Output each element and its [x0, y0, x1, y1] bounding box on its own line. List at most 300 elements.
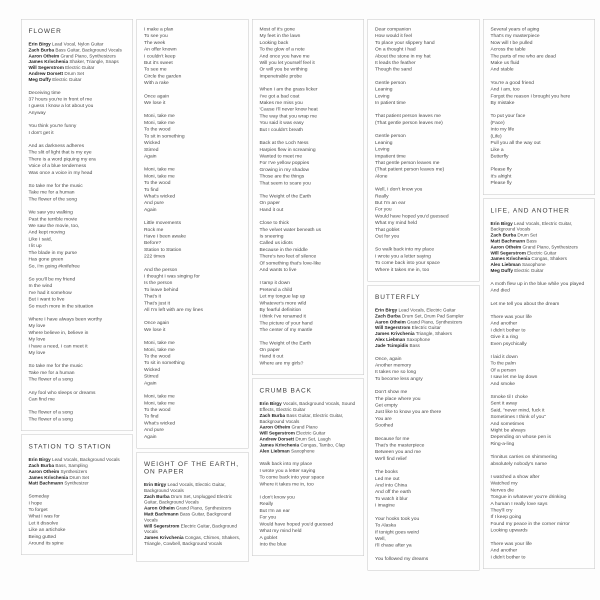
credit-role: Drum Set, Laugh — [295, 436, 331, 442]
lyric-line: An offer known — [144, 46, 177, 53]
lyric-line: To place your slippery hand — [375, 39, 435, 46]
lyric-line: There was your life — [490, 313, 532, 320]
lyric-line: Of something that's love-like — [259, 260, 321, 266]
credit-name: Alex Liebman — [375, 336, 406, 342]
credit-role: Lead Vocals, Electric Guitar — [398, 307, 456, 313]
song-box-crumb-back — [252, 379, 364, 557]
stanza — [491, 280, 589, 293]
stanza — [29, 89, 127, 116]
lyric-line: Like I said, — [28, 236, 52, 242]
lyric-line: A moth flew up in the blue while you played — [490, 280, 585, 287]
lyrics-continuation-box — [368, 19, 480, 282]
lyrics-continuation-box — [252, 19, 364, 375]
stanza — [260, 140, 358, 187]
lyric-line: Just like to know you are there — [375, 409, 442, 415]
credit-name: Zach Burba — [28, 47, 55, 53]
lyric-line: Has gone green — [28, 256, 64, 263]
stanza — [491, 79, 589, 106]
lyric-line: The week — [144, 39, 166, 46]
credit-name: Andrew Dorsett — [28, 70, 64, 76]
column-3 — [252, 19, 364, 556]
lyrics-continuation-box — [483, 19, 595, 195]
lyric-line: Because for me — [375, 435, 410, 442]
credit-role: Triangle, Shakers — [415, 331, 453, 337]
credit-role: Bass — [409, 342, 420, 348]
lyric-line: Dear companion — [375, 26, 411, 32]
credit-name: Zach Burba — [375, 313, 401, 319]
lyric-line: If I keep going — [490, 514, 522, 520]
lyric-line: What I was for — [28, 513, 60, 520]
lyric-line: Again — [144, 433, 157, 440]
lyric-line: And once you have me — [259, 53, 310, 59]
lyric-line: I wrote you a letter saying — [259, 467, 316, 474]
credit-name: Aaron Otheim — [259, 424, 291, 430]
credit-line — [260, 413, 358, 425]
credit-line — [491, 268, 589, 274]
lyric-line: So much more in the situation — [28, 303, 94, 309]
stanza — [491, 393, 589, 447]
lyric-line: Sometimes I think of you" — [490, 414, 546, 420]
credit-role: Electric Guitar — [296, 430, 326, 436]
credit-role: Electric Guitar — [411, 325, 441, 331]
lyric-line: Stirred — [144, 146, 159, 153]
lyric-line: That's the masterpiece — [375, 442, 425, 449]
lyric-line: And pure — [144, 427, 164, 433]
lyric-line: Soothed — [375, 422, 394, 429]
lyric-line: (That patient person leaves me) — [375, 166, 445, 173]
song-box-life-and-another — [483, 198, 595, 569]
lyric-line: Get empty — [375, 402, 398, 409]
credit-name: Will Segerstrom — [259, 430, 295, 436]
lyric-line: You think you're funny — [28, 123, 77, 129]
lyric-line: Please fly — [490, 166, 512, 173]
credit-name: Zach Burba — [28, 463, 55, 469]
lyric-line: I've had it somehow — [28, 289, 72, 296]
credit-role: Synthesizers — [60, 468, 88, 474]
lyric-line: I watched a show after — [490, 474, 540, 480]
lyric-line: Even psychically — [490, 340, 527, 347]
credit-role: Electric Guitar — [527, 250, 557, 256]
credit-role: Vocals, Background Vocals, Sound Effects, Electric Guitar — [259, 401, 356, 413]
lyric-line: We saw the movie, too, — [28, 223, 80, 229]
lyric-line: What's wicked — [144, 193, 176, 199]
lyric-line: The picture of your hand — [259, 320, 313, 326]
lyric-line: I've got a bad coat — [259, 93, 300, 99]
credit-name: Meg Duffy — [490, 267, 513, 273]
lyric-line: The flower of a song — [28, 416, 73, 422]
lyric-line: A goblet — [259, 534, 278, 541]
credit-name: James Krivchenia — [28, 59, 69, 65]
lyric-line: Was once a voice in my head — [28, 169, 93, 176]
stanza — [491, 113, 589, 160]
stanza — [29, 316, 127, 356]
credit-role: Electric Guitar, Background Vocals — [144, 523, 237, 535]
lyric-line: 222 times — [144, 253, 166, 260]
lyric-line: Past the terrible movie — [28, 216, 78, 222]
credit-name: Aaron Otheim — [490, 244, 522, 250]
lyric-line: For I've yellow poppies — [259, 160, 310, 166]
lyric-line: I didn't bother to — [490, 554, 526, 560]
lyric-line: So take me for the music — [28, 183, 83, 189]
lyric-line: The flower of a song — [28, 409, 73, 416]
lyric-line: To the wood — [144, 180, 171, 186]
stanza — [144, 220, 242, 260]
lyric-line: Well, — [375, 535, 386, 542]
lyric-line: A human I really love says — [490, 500, 548, 507]
credit-name: Aaron Otheim — [28, 468, 60, 474]
lyric-line: So, I'm going #knifefree — [28, 263, 80, 269]
credit-role: Drum Set — [69, 474, 89, 480]
lyric-line: Where it takes me in, too — [375, 266, 430, 273]
credit-name: Aaron Otheim — [28, 53, 60, 59]
lyric-line: Whatever's more wild — [259, 300, 307, 306]
stanza — [491, 540, 589, 560]
lyric-line: Of a person — [490, 367, 517, 373]
stanza — [491, 474, 589, 534]
lyric-line: I guess I know a lot about you — [28, 103, 94, 109]
credit-name: Will Segerstrom — [490, 250, 526, 256]
credit-name: Erin Birgy — [144, 481, 167, 487]
lyric-line: Moni, take me — [144, 393, 175, 400]
lyric-line: To the glow of a note — [259, 46, 305, 53]
stanza — [491, 166, 589, 186]
lyric-line: That patient person leaves me — [375, 113, 441, 119]
lyric-line: And wants to live — [259, 267, 297, 273]
lyric-line: Into my life — [490, 126, 515, 133]
lyric-line: And the person — [144, 266, 178, 273]
lyric-line: Loving — [375, 146, 390, 153]
lyric-line: Moni, take me — [144, 113, 175, 119]
lyric-line: It leads the feather — [375, 60, 416, 66]
lyric-line: Let it dissolve — [28, 520, 59, 526]
lyric-line: Pull you all the way out — [490, 140, 541, 146]
lyric-line: You are — [375, 415, 392, 422]
lyric-line: I didn't bother to — [490, 327, 526, 333]
lyric-line: Let my tongue lap up — [259, 293, 306, 300]
lyric-line: Moni, take me — [144, 119, 175, 126]
column-2 — [137, 19, 249, 562]
lyric-line: Watched my — [490, 480, 518, 487]
song-box-weight-of-the-earth-on-paper — [137, 452, 249, 562]
lyric-line: The Weight of the Earth — [259, 340, 312, 346]
stanza — [29, 276, 127, 310]
stanza — [29, 183, 127, 203]
lyric-line: That's just it — [144, 300, 170, 306]
credit-role: Congas, Shakers — [531, 256, 567, 262]
lyric-line: (That gentle person leaves me) — [375, 119, 443, 126]
stanza — [491, 454, 589, 467]
lyric-line: For you — [259, 514, 277, 521]
lyric-line: I tamp it down — [259, 280, 290, 286]
lyric-line: You followed my dreams — [375, 555, 429, 562]
lyric-line: I'll chase after ya — [375, 542, 412, 549]
lyric-line: Will you let yourself feel it — [259, 60, 315, 66]
song-title: WEIGHT OF THE EARTH, ON PAPER — [144, 459, 239, 475]
lyric-line: Stirred — [144, 373, 159, 380]
lyric-line: In patient time — [375, 100, 406, 106]
lyric-line: Like a — [490, 146, 504, 153]
lyric-line: Said, "never mind, fuck it — [490, 407, 545, 413]
lyric-line: Like an artichoke — [28, 527, 66, 533]
stanza — [260, 193, 358, 213]
lyric-line: To become less angry — [375, 375, 423, 382]
lyric-line: On paper — [259, 200, 280, 206]
credit-name: James Krivchenia — [144, 535, 184, 541]
stanza — [375, 246, 473, 273]
lyric-line: Where believe in, believe in — [28, 329, 89, 336]
lyric-line: And kept moving — [28, 229, 65, 236]
lyric-line: The slit of light that is my eye — [28, 149, 92, 156]
lyrics-continuation-box — [137, 19, 249, 448]
stanza — [375, 113, 473, 126]
lyric-line: The way that you wrap me — [259, 113, 317, 119]
lyric-line: I hope — [28, 500, 43, 506]
credit-name: James Krivchenia — [490, 256, 531, 262]
stanza — [260, 340, 358, 367]
stanza — [144, 266, 242, 313]
lyric-line: To the wood — [144, 406, 171, 413]
column-4 — [368, 19, 480, 571]
lyric-line: But I'm an ear — [259, 507, 290, 514]
lyric-line: Harpies flew in screaming — [259, 146, 316, 153]
lyric-line: About the stone in my hat — [375, 53, 431, 59]
lyric-line: To the palm — [490, 360, 516, 367]
lyric-line: Wicked — [144, 140, 161, 146]
credit-name: Alex Liebman — [490, 262, 521, 268]
credit-line — [144, 482, 242, 494]
credit-name: Jade Tcimpidis — [375, 342, 409, 348]
credit-role: Bass Guitar, Background Vocals — [144, 511, 232, 523]
credits-list — [144, 482, 242, 547]
lyric-line: I wrote you a letter saying — [375, 253, 431, 259]
credits-list — [375, 308, 473, 349]
lyric-line: To sit in something — [144, 133, 185, 139]
lyric-line: Ring-a-ling — [490, 440, 515, 447]
stanza — [29, 389, 127, 402]
lyric-line: So you'll be my friend — [28, 276, 76, 282]
lyric-line: It's alright — [490, 173, 512, 179]
lyric-line: Really — [259, 501, 274, 507]
lyric-line: I have a need, I can meet it — [28, 343, 88, 349]
lyric-line: Don't show me — [375, 389, 408, 395]
lyric-line: To come back into your space — [259, 474, 325, 481]
credit-role: Grand Piano, Synthesizers — [522, 244, 578, 250]
lyric-line: In the wind — [28, 283, 53, 289]
stanza — [375, 435, 473, 462]
lyric-line: Really — [375, 193, 389, 199]
lyric-line: But I couldn't breath — [259, 126, 303, 133]
lyric-line: Deceiving time — [28, 89, 61, 96]
lyric-line: Called us idiots — [259, 240, 293, 246]
lyric-line: What my mind held — [259, 528, 302, 534]
lyric-line: That gentle person leaves me — [375, 159, 440, 166]
column-5 — [483, 19, 595, 569]
lyric-line: To come back into your space — [375, 260, 440, 266]
stanza — [144, 340, 242, 387]
lyric-line: Take me for a human — [28, 369, 75, 376]
stanza — [260, 280, 358, 334]
credit-line — [491, 221, 589, 233]
lyric-line: There's two feet of silence — [259, 253, 317, 260]
lyric-line: So take me for the music — [28, 363, 83, 369]
lyric-line: Back at the Loch Ness — [259, 140, 309, 146]
lyric-line: The place where you — [375, 395, 421, 402]
lyric-line: The blade in my purse — [28, 249, 77, 256]
lyric-line: Circle the garden — [144, 73, 182, 79]
lyric-line: Moni, take me — [144, 400, 175, 406]
lyric-line: Make us fluid — [490, 60, 520, 66]
stanza — [375, 469, 473, 509]
lyric-line: Moni, take me — [144, 173, 175, 179]
lyric-line: I saw let me lay down — [490, 374, 538, 380]
credit-name: Matt Bachmann — [28, 480, 64, 486]
credit-role: Electric Guitar — [514, 267, 544, 273]
stanza — [260, 461, 358, 488]
lyric-line: To find — [144, 413, 159, 420]
credit-name: Will Segerstrom — [28, 65, 64, 71]
credit-line — [260, 448, 358, 454]
lyric-line: I don't know you — [259, 494, 295, 501]
song-title: LIFE, AND ANOTHER — [490, 206, 570, 214]
lyric-line: Smoke til I choke — [490, 393, 528, 400]
credit-name: Zach Burba — [259, 412, 286, 418]
credit-role: Bass — [526, 238, 537, 244]
lyric-line: When I am the grass licker — [259, 86, 318, 93]
lyric-line: Butterfly — [490, 153, 509, 159]
stanza — [260, 26, 358, 80]
lyric-line: Pretend a child — [259, 286, 293, 293]
lyric-line: That's my masterpiece — [490, 33, 540, 39]
lyric-line: We'll find relief — [375, 455, 407, 462]
lyric-line: To the wood — [144, 126, 171, 133]
credit-role: Grand Piano, Synthesizers — [407, 319, 463, 325]
credit-role: Saxophone — [291, 448, 315, 454]
lyric-line: To see you — [144, 33, 168, 39]
lyric-line: There is a word piquing my era — [28, 156, 96, 162]
lyric-line: 'Cause I'll never know heat — [259, 106, 318, 113]
stanza — [144, 166, 242, 213]
credit-role: Grand Piano — [291, 424, 318, 430]
lyric-line: On paper — [259, 347, 280, 353]
lyric-line: By fearful definition — [259, 307, 302, 313]
lyric-line: Moni, take me — [144, 340, 175, 346]
lyric-line: To watch it blur — [375, 495, 408, 502]
lyric-line: The books — [375, 469, 398, 475]
lyric-line: Anyway — [28, 109, 46, 116]
stanza — [29, 363, 127, 383]
lyric-line: My feet in the lawn — [259, 33, 301, 39]
stanza — [491, 26, 589, 73]
lyric-line: What's wicked — [144, 420, 176, 426]
lyric-line: Several years of aging — [490, 26, 540, 32]
lyric-line: Because in the middle — [259, 246, 308, 253]
lyric-line: Please fly — [490, 180, 512, 186]
lyric-line: If tonight goes weird — [375, 529, 419, 535]
stanza — [29, 409, 127, 422]
credit-name: James Krivchenia — [259, 442, 300, 448]
lyric-line: You're a good friend — [490, 79, 535, 86]
stanza — [29, 493, 127, 547]
credit-line — [29, 77, 127, 83]
credit-role: Saxophone — [406, 336, 431, 342]
lyric-line: Before? — [144, 240, 162, 246]
lyric-line: Across the table — [490, 46, 526, 53]
lyric-line: And smoke — [490, 380, 516, 387]
lyric-line: The flower of the song — [28, 196, 77, 202]
lyric-line: I couldn't keep — [144, 53, 176, 59]
lyric-line: Well, I don't know you — [375, 186, 423, 193]
lyric-line: It takes me so long — [375, 369, 417, 375]
lyric-line: To put your face — [490, 113, 526, 119]
lyric-line: Once again — [144, 93, 170, 99]
lyric-line: And died — [490, 287, 510, 294]
lyric-line: Where are my girls? — [259, 360, 304, 366]
lyric-line: I thought I was singing for — [144, 273, 200, 279]
lyric-line: By mistake — [490, 100, 515, 106]
stanza — [491, 300, 589, 307]
lyric-line: Nerves die — [490, 487, 514, 493]
lyric-line: There was your life — [490, 540, 532, 547]
lyric-line: To sit in something — [144, 360, 185, 366]
lyric-line: That seem to scare you — [259, 180, 311, 186]
lyric-line: I laid it down — [490, 353, 518, 360]
credit-name: Matt Bachmann — [144, 511, 179, 517]
credit-name: Matt Bachmann — [490, 238, 526, 244]
stanza — [29, 123, 127, 136]
credits-list — [491, 221, 589, 274]
lyric-line: Though the sand — [375, 66, 412, 73]
song-box-flower — [21, 19, 133, 431]
credit-role: Saxophone — [522, 262, 546, 268]
stanza — [375, 133, 473, 180]
lyric-line: And sometimes — [490, 420, 525, 427]
stanza — [491, 353, 589, 387]
lyric-line: How would it feel — [375, 33, 413, 39]
lyric-line: Is the person — [144, 280, 173, 286]
lyric-line: Might be always — [490, 427, 526, 434]
lyric-line: Let me tell you about the dream — [490, 300, 560, 307]
credit-role: Drum Set — [517, 232, 538, 238]
credit-line — [144, 535, 242, 547]
lyric-line: (Face) — [490, 119, 505, 126]
stanza — [260, 86, 358, 133]
lyric-line: Into the blue — [259, 541, 287, 547]
credit-name: Erin Birgy — [259, 401, 282, 407]
lyric-line: And another — [490, 547, 518, 554]
stanza — [375, 186, 473, 240]
lyric-line: Forgot the reason I brought you here — [490, 93, 571, 99]
credit-line — [29, 481, 127, 487]
lyric-line: Looking upwards — [490, 527, 528, 534]
lyric-line: absolutely nobody's name — [490, 460, 547, 467]
lyric-line: And another — [490, 320, 518, 327]
stanza — [260, 494, 358, 548]
stanza — [375, 26, 473, 73]
credits-list — [29, 42, 127, 83]
lyric-line: Have I been awake — [144, 233, 186, 239]
lyric-line: Little movements — [144, 220, 182, 226]
lyric-line: Station to Station — [144, 246, 182, 253]
lyric-line: My love — [28, 323, 46, 329]
lyric-line: Moni, take me — [144, 166, 175, 173]
lyric-line: So walk back into my place — [375, 246, 435, 253]
credit-role: Lead Vocals, Background Vocals — [52, 457, 120, 463]
credit-name: James Krivchenia — [375, 331, 415, 337]
lyric-line: Most of it's gone — [259, 26, 296, 32]
lyric-line: Wicked — [144, 366, 161, 373]
lyric-line: I make a plan — [144, 26, 174, 32]
stanza — [144, 320, 242, 333]
